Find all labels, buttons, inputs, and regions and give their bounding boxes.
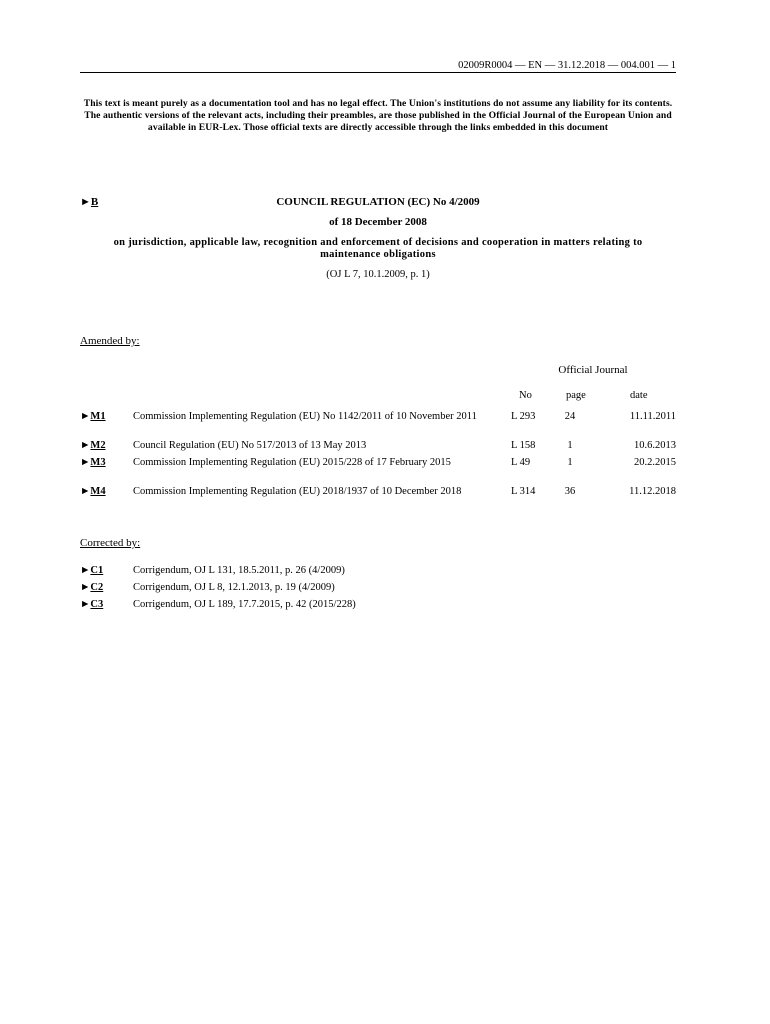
corrected-by-heading: Corrected by: [80, 537, 141, 549]
amendment-link-m3[interactable]: M3 [90, 457, 106, 468]
column-header-page: page [566, 390, 586, 401]
triangle-right-icon: ► [80, 457, 91, 468]
triangle-right-icon: ► [80, 599, 91, 610]
basic-act-link[interactable]: B [90, 196, 99, 208]
amended-by-heading: Amended by: [80, 335, 140, 347]
official-journal-heading: Official Journal [558, 364, 628, 376]
triangle-right-icon: ► [80, 486, 91, 497]
triangle-right-icon: ► [80, 196, 91, 208]
regulation-oj-reference: (OJ L 7, 10.1.2009, p. 1) [326, 269, 430, 280]
amendment-description: Commission Implementing Regulation (EU) 2015/228 of 17 February 2015 [133, 457, 451, 468]
document-reference: 02009R0004 — EN — 31.12.2018 — 004.001 — 1 [458, 60, 676, 71]
amendment-oj-number: L 158 [511, 440, 536, 451]
regulation-date: of 18 December 2008 [329, 216, 427, 228]
column-header-no: No [519, 390, 532, 401]
triangle-right-icon: ► [80, 440, 91, 451]
amendment-description: Council Regulation (EU) No 517/2013 of 13 May 2013 [133, 440, 367, 451]
regulation-title: COUNCIL REGULATION (EC) No 4/2009 [276, 196, 480, 208]
header-rule [80, 72, 676, 73]
corrigendum-link-c1[interactable]: C1 [90, 565, 104, 576]
corrigendum-description: Corrigendum, OJ L 131, 18.5.2011, p. 26 (4/2009) [133, 565, 345, 576]
amendment-link-m4[interactable]: M4 [90, 486, 106, 497]
corrigendum-link-c2[interactable]: C2 [90, 582, 104, 593]
amendment-oj-number: L 293 [511, 411, 536, 422]
amendment-oj-date: 20.2.2015 [634, 457, 676, 468]
amendment-link-m1[interactable]: M1 [90, 411, 106, 422]
amendment-oj-number: L 49 [511, 457, 531, 468]
amendment-description: Commission Implementing Regulation (EU) No 1142/2011 of 10 November 2011 [133, 411, 477, 422]
triangle-right-icon: ► [80, 411, 91, 422]
amendment-link-m2[interactable]: M2 [90, 440, 106, 451]
amendment-description: Commission Implementing Regulation (EU) 2018/1937 of 10 December 2018 [133, 486, 462, 497]
amendment-oj-page: 1 [567, 440, 573, 451]
column-header-date: date [630, 390, 648, 401]
amendment-oj-date: 11.11.2011 [629, 411, 676, 422]
corrigendum-description: Corrigendum, OJ L 8, 12.1.2013, p. 19 (4/2009) [133, 582, 335, 593]
amendment-oj-date: 10.6.2013 [634, 440, 676, 451]
corrigendum-description: Corrigendum, OJ L 189, 17.7.2015, p. 42 (2015/228) [133, 599, 356, 610]
corrigendum-link-c3[interactable]: C3 [90, 599, 104, 610]
amendment-oj-date: 11.12.2018 [629, 486, 676, 497]
amendment-oj-page: 24 [564, 411, 576, 422]
triangle-right-icon: ► [80, 565, 91, 576]
regulation-subject: on jurisdiction, applicable law, recognition and enforcement of decisions and cooperation in matters relating to maintenance obligations [113, 237, 643, 260]
disclaimer-text: This text is meant purely as a documentation tool and has no legal effect. The Union's institutions do not assume any liability for its contents. The authentic versions of the relevant acts, including their preambles, are those published in the Official Journal of the European Union and available in EUR-Lex. Those official texts are directly accessible through the links embedded in this document [83, 98, 673, 133]
amendment-oj-page: 1 [567, 457, 573, 468]
triangle-right-icon: ► [80, 582, 91, 593]
amendment-oj-page: 36 [564, 486, 576, 497]
amendment-oj-number: L 314 [511, 486, 536, 497]
